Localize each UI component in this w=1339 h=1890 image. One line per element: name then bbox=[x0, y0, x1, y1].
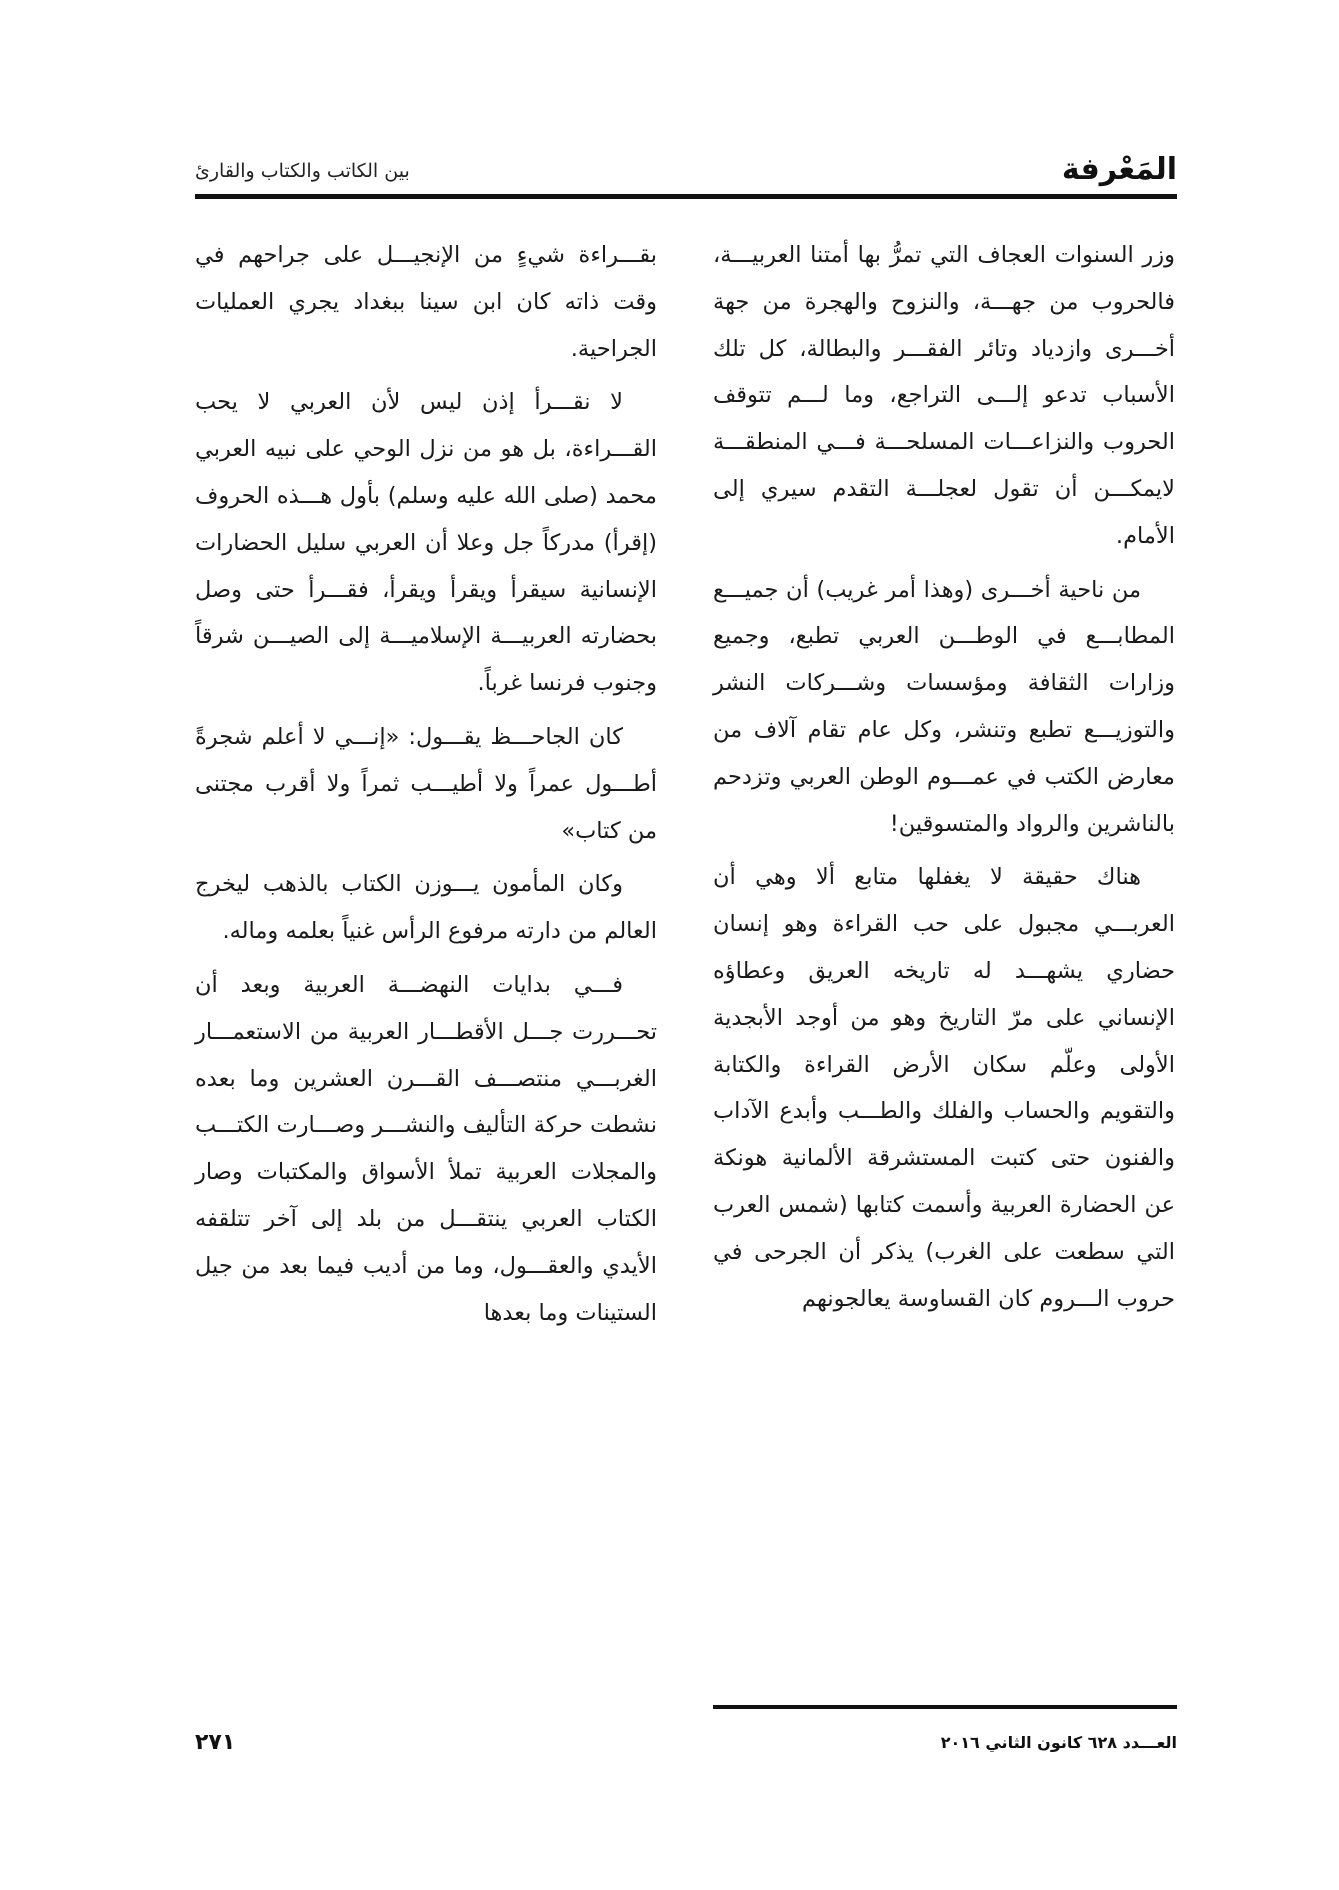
page-header bbox=[195, 150, 1177, 192]
running-title: بين الكاتب والكتاب والقارئ bbox=[195, 160, 410, 182]
footer-divider bbox=[713, 1705, 1177, 1709]
paragraph: وكان المأمون يـــوزن الكتاب بالذهب ليخرج العالم من دارته مرفوع الرأس غنياً بعلمه وماله. bbox=[195, 871, 657, 945]
paragraph: بقـــراءة شيءٍ من الإنجيـــل على جراحهم في وقت ذاته كان ابن سينا ببغداد يجري العمليات الجراحية. bbox=[195, 242, 657, 362]
page-number: ٢٧١ bbox=[195, 1730, 236, 1755]
paragraph: لا نقـــرأ إذن ليس لأن العربي لا يحب القـــراءة، بل هو من نزل الوحي على نبيه العربي محمد (صلى الله عليه وسلم) بأول هـــذه الحروف (إقرأ) مدركاً جل وعلا أن العربي سليل الحضارات الإنسانية سيقرأ ويقرأ ويقرأ، فقـــرأ حتى وصل بحضارته العربيـــة الإسلاميـــة إلى الصيـــن شرقاً وجنوب فرنسا غرباً. bbox=[195, 389, 657, 697]
paragraph: وزر السنوات العجاف التي تمرُّ بها أمتنا العربيـــة، فالحروب من جهـــة، والنزوح والهجرة من جهة أخـــرى وازدياد وتائر الفقـــر والبطالة، كل تلك الأسباب تدعو إلـــى التراجع، وما لـــم تتوقف الحروب والنزاعـــات المسلحـــة فـــي المنطقـــة لايمكـــن أن تقول لعجلـــة التقدم سيري إلى الأمام. bbox=[713, 242, 1175, 549]
paragraph: فـــي بدايات النهضـــة العربية وبعد أن تحـــررت جـــل الأقطـــار العربية من الاستعمـــار الغربـــي منتصـــف القـــرن العشرين وما بعده نشطت حركة التأليف والنشـــر وصـــارت الكتـــب والمجلات العربية تملأ الأسواق والمكتبات وصار الكتاب العربي ينتقـــل من بلد إلى آخر تتلقفه الأيدي والعقـــول، وما من أديب فيما بعد من جيل الستينات وما بعدها bbox=[195, 971, 657, 1326]
issue-info: العـــدد ٦٢٨ كانون الثاني ٢٠١٦ bbox=[940, 1733, 1177, 1752]
article-column-left bbox=[195, 232, 657, 1343]
journal-logo: المَعْرفة bbox=[1061, 152, 1177, 187]
paragraph: هناك حقيقة لا يغفلها متابع ألا وهي أن العربـــي مجبول على حب القراءة وهو إنسان حضاري يشهـــد له تاريخه العريق وعطاؤه الإنساني على مرّ التاريخ وهو من أوجد الأبجدية الأولى وعلّم سكان الأرض القراءة والكتابة والتقويم والحساب والفلك والطـــب وأبدع الآداب والفنون حتى كتبت المستشرقة الألمانية هونكة عن الحضارة العربية وأسمت كتابها (شمس العرب التي سطعت على الغرب) يذكر أن الجرحى في حروب الـــروم كان القساوسة يعالجونهم bbox=[713, 864, 1175, 1312]
paragraph: كان الجاحـــظ يقـــول: «إنـــي لا أعلم شجرةً أطـــول عمراً ولا أطيـــب ثمراً ولا أقرب مجتنى من كتاب» bbox=[195, 723, 657, 844]
page-footer bbox=[195, 1728, 1177, 1764]
header-divider bbox=[195, 194, 1177, 199]
paragraph: من ناحية أخـــرى (وهذا أمر غريب) أن جميـــع المطابـــع في الوطـــن العربي تطبع، وجميع وزارات الثقافة ومؤسسات وشـــركات النشر والتوزيـــع تطبع وتنشر، وكل عام تقام آلاف من معارض الكتب في عمـــوم الوطن العربي وتزدحم بالناشرين والرواد والمتسوقين! bbox=[713, 576, 1175, 837]
article-column-right bbox=[713, 232, 1175, 1329]
